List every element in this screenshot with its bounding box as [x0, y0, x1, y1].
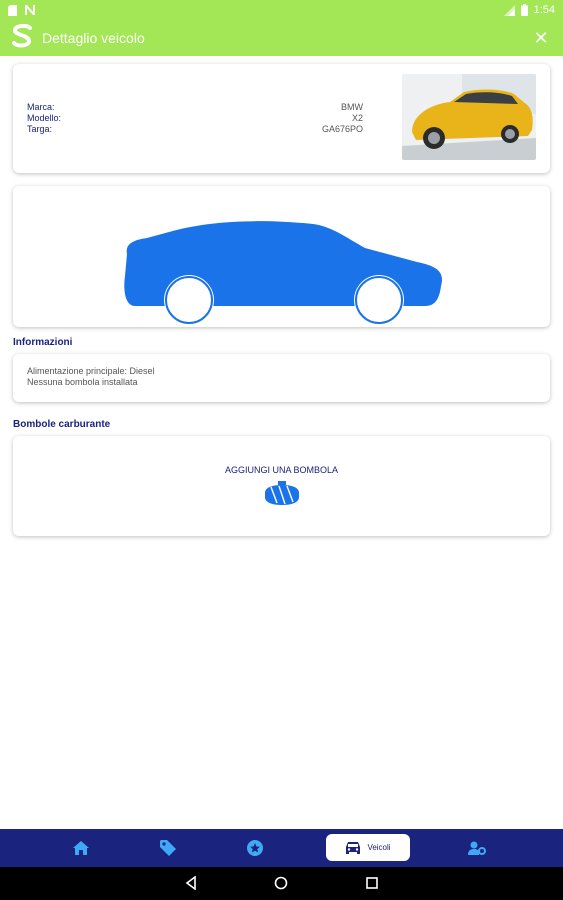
spec-row-brand [27, 102, 363, 113]
home-circle-icon[interactable] [274, 876, 288, 890]
close-button[interactable]: ✕ [533, 27, 549, 48]
recents-icon[interactable] [365, 876, 379, 890]
informazioni-title: Informazioni [13, 337, 73, 348]
vehicle-specs [27, 102, 363, 135]
status-right [504, 4, 555, 16]
model-value: X2 [351, 113, 363, 123]
brand-label: Marca: [27, 102, 55, 112]
vehicle-silhouette-card [13, 186, 550, 327]
gas-cylinder-icon [261, 481, 303, 507]
signal-icon [504, 5, 515, 16]
star-icon [247, 840, 263, 856]
home-icon [73, 841, 89, 855]
spec-row-model [27, 113, 363, 124]
nav-vehicles[interactable] [326, 834, 410, 861]
nav-account-settings[interactable] [466, 834, 488, 861]
nav-offers[interactable] [157, 834, 179, 861]
status-bar [0, 0, 563, 20]
page-title: Dettaglio veicolo [42, 30, 145, 46]
back-icon[interactable] [184, 876, 198, 890]
car-silhouette-icon [13, 186, 550, 327]
fuel-type-text: Alimentazione principale: Diesel [27, 366, 155, 376]
nav-favorites[interactable] [244, 834, 266, 861]
app-logo-icon [10, 23, 36, 53]
info-card [13, 354, 550, 402]
bottom-nav [0, 829, 563, 867]
nav-home[interactable] [70, 834, 92, 861]
user-settings-icon [468, 841, 486, 855]
info-text [27, 366, 155, 388]
spec-row-plate [27, 124, 363, 135]
plate-label: Targa: [27, 124, 53, 134]
add-cylinder-button[interactable] [13, 436, 550, 536]
sd-card-icon [8, 5, 17, 16]
system-nav-bar [0, 867, 563, 900]
app-bar [0, 20, 563, 56]
plate-value: GA676PO [321, 124, 363, 134]
nav-vehicles-label: Veicoli [367, 843, 391, 852]
notification-n-icon [25, 5, 35, 15]
clock: 1:54 [533, 4, 555, 16]
brand-value: BMW [341, 102, 363, 112]
vehicle-card [13, 64, 550, 173]
add-cylinder-label: AGGIUNGI UNA BOMBOLA [224, 465, 339, 475]
tag-icon [160, 840, 176, 856]
status-left [8, 5, 35, 16]
model-label: Modello: [27, 113, 62, 123]
car-icon [345, 841, 361, 855]
battery-icon [521, 4, 528, 16]
car-photo [402, 74, 536, 160]
bombole-title: Bombole carburante [13, 419, 111, 430]
cylinder-status-text: Nessuna bombola installata [27, 377, 138, 387]
